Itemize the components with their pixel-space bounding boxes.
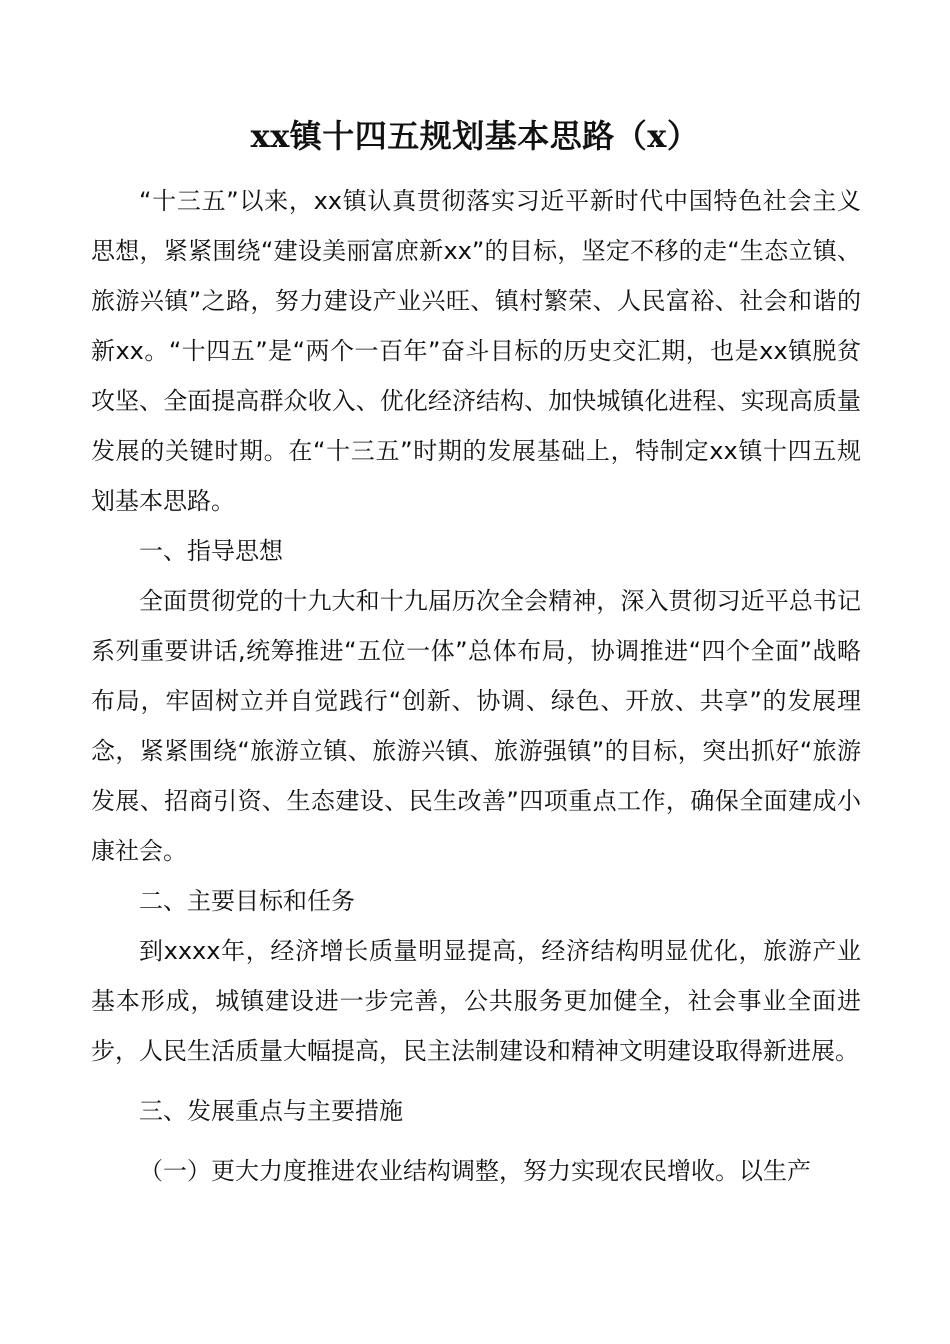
document-body — [91, 176, 861, 1196]
intro-paragraph: “十三五”以来，xx镇认真贯彻落实习近平新时代中国特色社会主义思想，紧紧围绕“建设美丽富庶新xx”的目标，坚定不移的走“生态立镇、旅游兴镇”之路，努力建设产业兴旺、镇村繁荣、人民富裕、社会和谐的新xx。“十四五”是“两个一百年”奋斗目标的历史交汇期，也是xx镇脱贫攻坚、全面提高群众收入、优化经济结构、加快城镇化进程、实现高质量发展的关键时期。在“十三五”时期的发展基础上，特制定xx镇十四五规划基本思路。 — [91, 187, 861, 515]
section-paragraph-goals-tasks: 到xxxx年，经济增长质量明显提高，经济结构明显优化，旅游产业基本形成，城镇建设进一步完善，公共服务更加健全，社会事业全面进步，人民生活质量大幅提高，民主法制建设和精神文明建设取得新进展。 — [91, 937, 861, 1065]
section-paragraph-key-measures: （一）更大力度推进农业结构调整，努力实现农民增收。以生产 — [139, 1157, 811, 1185]
section-paragraph-guiding-thought: 全面贯彻党的十九大和十九届历次全会精神，深入贯彻习近平总书记系列重要讲话,统筹推进“五位一体”总体布局，协调推进“四个全面”战略布局，牢固树立并自觉践行“创新、协调、绿色、开放、共享”的发展理念，紧紧围绕“旅游立镇、旅游兴镇、旅游强镇”的目标，突出抓好“旅游发展、招商引资、生态建设、民生改善”四项重点工作，确保全面建成小康社会。 — [91, 587, 861, 865]
section-heading-key-measures: 三、发展重点与主要措施 — [139, 1097, 403, 1125]
section-heading-goals-tasks: 二、主要目标和任务 — [139, 887, 355, 915]
section-heading-guiding-thought: 一、指导思想 — [139, 537, 283, 565]
document-title: xx镇十四五规划基本思路（x） — [250, 117, 700, 155]
